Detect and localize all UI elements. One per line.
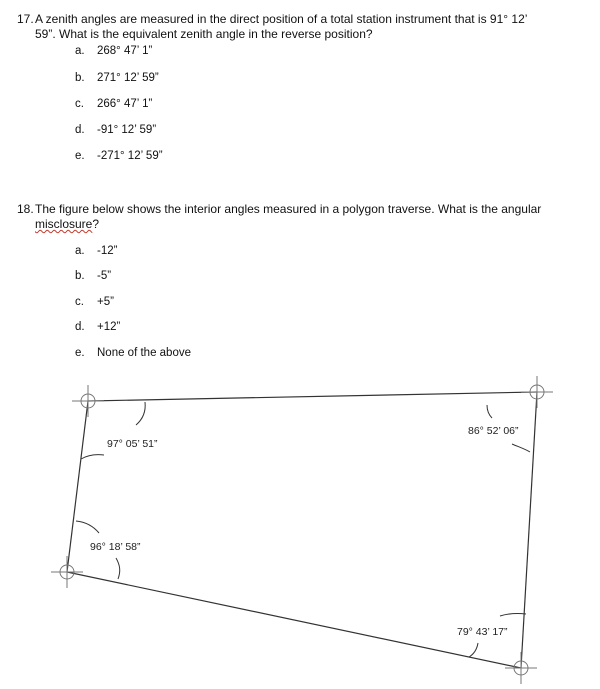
option-text: +12”: [97, 321, 121, 333]
question-18-question-mark: ?: [92, 217, 100, 231]
question-18-misclosure-word: misclosure: [35, 217, 93, 231]
option-letter: a.: [75, 45, 85, 57]
angle-arc-top-left-b: [81, 455, 104, 459]
question-18-number: 18.: [17, 202, 34, 216]
question-18-option-c[interactable]: [75, 296, 114, 308]
option-letter: c.: [75, 98, 84, 110]
question-17-option-e[interactable]: [75, 150, 163, 162]
traverse-figure: [0, 375, 600, 689]
option-text: -271° 12’ 59”: [97, 150, 163, 162]
station-top-right: [521, 376, 553, 408]
option-text: -12”: [97, 245, 118, 257]
angle-arc-bottom-left-b: [116, 558, 120, 579]
angle-arc-top-right-a: [487, 405, 492, 418]
side-right: [521, 392, 537, 668]
option-text: -91° 12’ 59”: [97, 124, 157, 136]
option-letter: b.: [75, 72, 85, 84]
option-text: 266° 47’ 1”: [97, 98, 153, 110]
question-18-option-d[interactable]: [75, 321, 120, 333]
angle-label-bottom-right: 79° 43’ 17”: [457, 626, 508, 638]
question-17-option-d[interactable]: [75, 124, 156, 136]
question-17-stem: [17, 12, 575, 42]
question-17-text-line1: A zenith angles are measured in the direct position of a total station instrument that is 91° 12’: [35, 12, 528, 26]
option-letter: d.: [75, 124, 85, 136]
question-18-option-a[interactable]: [75, 245, 117, 257]
question-17-number: 17.: [17, 12, 34, 26]
question-17-text-line2: 59”. What is the equivalent zenith angle in the reverse position?: [35, 27, 373, 41]
option-letter: e.: [75, 347, 85, 359]
angle-label-top-left: 97° 05’ 51”: [107, 438, 158, 450]
angle-arc-top-left-a: [136, 402, 145, 425]
option-text: 268° 47’ 1”: [97, 45, 153, 57]
option-letter: d.: [75, 321, 85, 333]
side-top: [88, 392, 537, 401]
side-left: [67, 401, 88, 572]
option-letter: a.: [75, 245, 85, 257]
question-18-text-line1: The figure below shows the interior angles measured in a polygon traverse. What is the angular: [35, 202, 542, 216]
option-letter: b.: [75, 270, 85, 282]
question-17-option-c[interactable]: [75, 98, 152, 110]
station-top-left: [72, 385, 104, 417]
question-18-stem: [17, 202, 575, 232]
side-bottom: [67, 572, 521, 668]
option-text: +5”: [97, 296, 114, 308]
angle-arc-bottom-right-a: [500, 613, 526, 616]
angle-label-bottom-left: 96° 18’ 58”: [90, 541, 141, 553]
question-17-option-a[interactable]: [75, 45, 152, 57]
option-letter: e.: [75, 150, 85, 162]
station-bottom-right: [505, 652, 537, 684]
angle-arc-bottom-right-b: [469, 643, 478, 657]
question-18-option-b[interactable]: [75, 270, 111, 282]
station-bottom-left: [51, 556, 83, 588]
option-text: 271° 12’ 59”: [97, 72, 159, 84]
question-17-option-b[interactable]: [75, 72, 159, 84]
option-letter: c.: [75, 296, 84, 308]
angle-label-top-right: 86° 52’ 06”: [468, 425, 519, 437]
angle-arc-top-right-b: [512, 444, 530, 452]
option-text: None of the above: [97, 347, 191, 359]
question-18-option-e[interactable]: [75, 347, 191, 359]
option-text: -5”: [97, 270, 112, 282]
angle-arc-bottom-left-a: [76, 521, 99, 533]
